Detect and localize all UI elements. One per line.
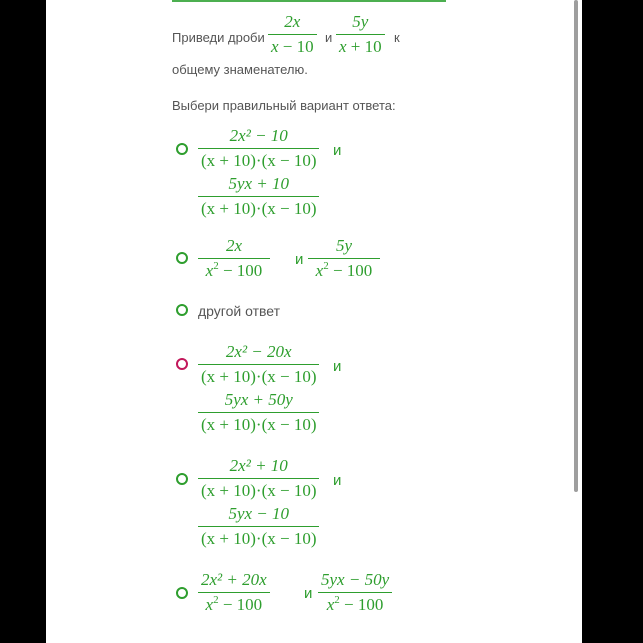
option-5-fraction-2	[198, 504, 319, 549]
option-6-f1-den-rest: − 100	[218, 595, 263, 614]
answer-prompt: Выбери правильный вариант ответа:	[172, 98, 396, 113]
scrollbar[interactable]	[574, 0, 578, 492]
option-1-f1-numerator: 2x² − 10	[229, 126, 288, 145]
option-2-f2-den-rest: − 100	[328, 261, 373, 280]
option-5-f2-denominator: (x + 10)·(x − 10)	[201, 529, 317, 548]
option-4-fraction-2	[198, 390, 319, 435]
option-5-f1-denominator: (x + 10)·(x − 10)	[201, 481, 317, 500]
q-frac2-den-var: x	[339, 37, 347, 56]
option-6-fraction-1: 2x² + 20x $x^2 - 100$	[198, 570, 270, 615]
option-1-f2-numerator: 5yx + 10	[228, 174, 290, 193]
option-6-f2-numerator: 5yx − 50y	[321, 570, 390, 589]
question-line2: общему знаменателю.	[172, 62, 308, 77]
task-panel	[46, 0, 582, 643]
q-frac1-den-var: x	[271, 37, 279, 56]
option-1-fraction-2	[198, 174, 319, 219]
option-4-f1-denominator: (x + 10)·(x − 10)	[201, 367, 317, 386]
question-prefix: Приведи дроби	[172, 30, 265, 45]
option-2-fraction-2: 5y $x^2 - 100$	[308, 236, 380, 281]
question-suffix: к	[394, 30, 400, 45]
option-2-f2-numerator: 5y	[335, 236, 353, 255]
option-6-f1-numerator: 2x² + 20x	[201, 570, 267, 589]
question-fraction-2	[336, 12, 385, 57]
option-5-radio[interactable]	[176, 473, 188, 485]
top-divider	[172, 0, 446, 2]
option-2-radio[interactable]	[176, 252, 188, 264]
question-conj: и	[325, 30, 333, 45]
option-3-radio[interactable]	[176, 304, 188, 316]
q-frac2-numerator: 5y	[352, 12, 369, 31]
q-frac2-den-rest: + 10	[346, 37, 382, 56]
option-6-and: и	[304, 585, 313, 602]
option-4-f2-denominator: (x + 10)·(x − 10)	[201, 415, 317, 434]
option-2-f1-numerator: 2x	[225, 236, 243, 255]
option-3-label[interactable]: другой ответ	[198, 303, 280, 319]
option-4-f2-numerator: 5yx + 50y	[224, 390, 293, 409]
option-2-and: и	[295, 251, 304, 268]
option-1-fraction-1	[198, 126, 319, 171]
option-6-radio[interactable]	[176, 587, 188, 599]
option-1-f1-denominator: (x + 10)·(x − 10)	[201, 151, 317, 170]
q-frac1-numerator: 2x	[284, 12, 301, 31]
option-5-and: и	[333, 472, 342, 489]
option-4-fraction-1	[198, 342, 319, 387]
option-1-radio[interactable]	[176, 143, 188, 155]
option-5-f1-numerator: 2x² + 10	[229, 456, 288, 475]
question-fraction-1	[268, 12, 317, 57]
option-4-and: и	[333, 358, 342, 375]
option-1-f2-denominator: (x + 10)·(x − 10)	[201, 199, 317, 218]
option-6-f2-den-rest: − 100	[339, 595, 384, 614]
option-6-fraction-2: 5yx − 50y $x^2 - 100$	[318, 570, 392, 615]
option-5-f2-numerator: 5yx − 10	[228, 504, 290, 523]
option-2-fraction-1: 2x $x^2 - 100$	[198, 236, 270, 281]
option-4-radio[interactable]	[176, 358, 188, 370]
option-2-f1-den-rest: − 100	[218, 261, 263, 280]
option-1-and: и	[333, 142, 342, 159]
option-5-fraction-1	[198, 456, 319, 501]
option-4-f1-numerator: 2x² − 20x	[225, 342, 292, 361]
q-frac1-den-rest: − 10	[278, 37, 314, 56]
